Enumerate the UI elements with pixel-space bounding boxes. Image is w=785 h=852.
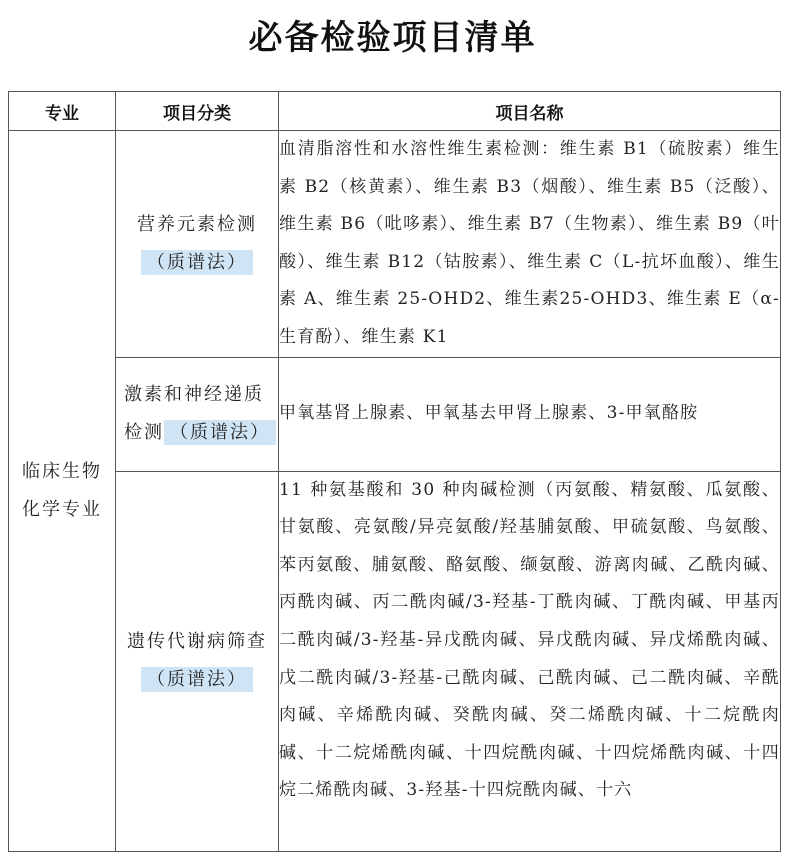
- category-text: 激素和神经递质检测: [124, 384, 264, 444]
- category-cell: [116, 471, 279, 851]
- category-cell: [116, 357, 279, 471]
- method-badge: （质谱法）: [141, 250, 253, 275]
- method-badge: （质谱法）: [141, 667, 253, 692]
- header-major: 专业: [9, 92, 116, 131]
- header-name: 项目名称: [279, 92, 781, 131]
- page-title: 必备检验项目清单: [248, 18, 537, 58]
- category-cell: [116, 131, 279, 358]
- table-header-row: [9, 92, 781, 131]
- inspection-items-table: [8, 91, 781, 852]
- major-cell: [9, 131, 116, 852]
- item-names-cell: 甲氧基肾上腺素、甲氧基去甲肾上腺素、3-甲氧酪胺: [279, 357, 781, 471]
- item-names-cell: 血清脂溶性和水溶性维生素检测：维生素 B1（硫胺素）维生素 B2（核黄素）、维生素 B3（烟酸）、维生素 B5（泛酸）、维生素 B6（吡哆素）、维生素 B7（生物素）、维生素 B9（叶酸）、维生素 B12（钴胺素）、维生素 C（L-抗坏血酸）、维生素 A、维生素 25-OHD2、维生素25-OHD3、维生素 E（α-生育酚）、维生素 K1: [279, 131, 781, 358]
- major-line-1: 临床生物: [22, 460, 102, 482]
- header-category: 项目分类: [116, 92, 279, 131]
- table-row: [9, 471, 781, 851]
- table-row: [9, 357, 781, 471]
- category-text: 遗传代谢病筛查: [127, 631, 267, 653]
- method-badge: （质谱法）: [164, 420, 276, 445]
- category-text: 营养元素检测: [137, 213, 257, 235]
- major-line-2: 化学专业: [22, 498, 102, 520]
- item-names-cell: 11 种氨基酸和 30 种肉碱检测（丙氨酸、精氨酸、瓜氨酸、甘氨酸、亮氨酸/异亮氨酸/羟基脯氨酸、甲硫氨酸、鸟氨酸、苯丙氨酸、脯氨酸、酪氨酸、缬氨酸、游离肉碱、乙酰肉碱、丙酰肉碱、丙二酰肉碱/3-羟基-丁酰肉碱、丁酰肉碱、甲基丙二酰肉碱/3-羟基-异戊酰肉碱、异戊酰肉碱、异戊烯酰肉碱、戊二酰肉碱/3-羟基-己酰肉碱、己酰肉碱、己二酰肉碱、辛酰肉碱、辛烯酰肉碱、癸酰肉碱、癸二烯酰肉碱、十二烷酰肉碱、十二烷烯酰肉碱、十四烷酰肉碱、十四烷烯酰肉碱、十四烷二烯酰肉碱、3-羟基-十四烷酰肉碱、十六: [279, 471, 781, 851]
- table-row: [9, 131, 781, 358]
